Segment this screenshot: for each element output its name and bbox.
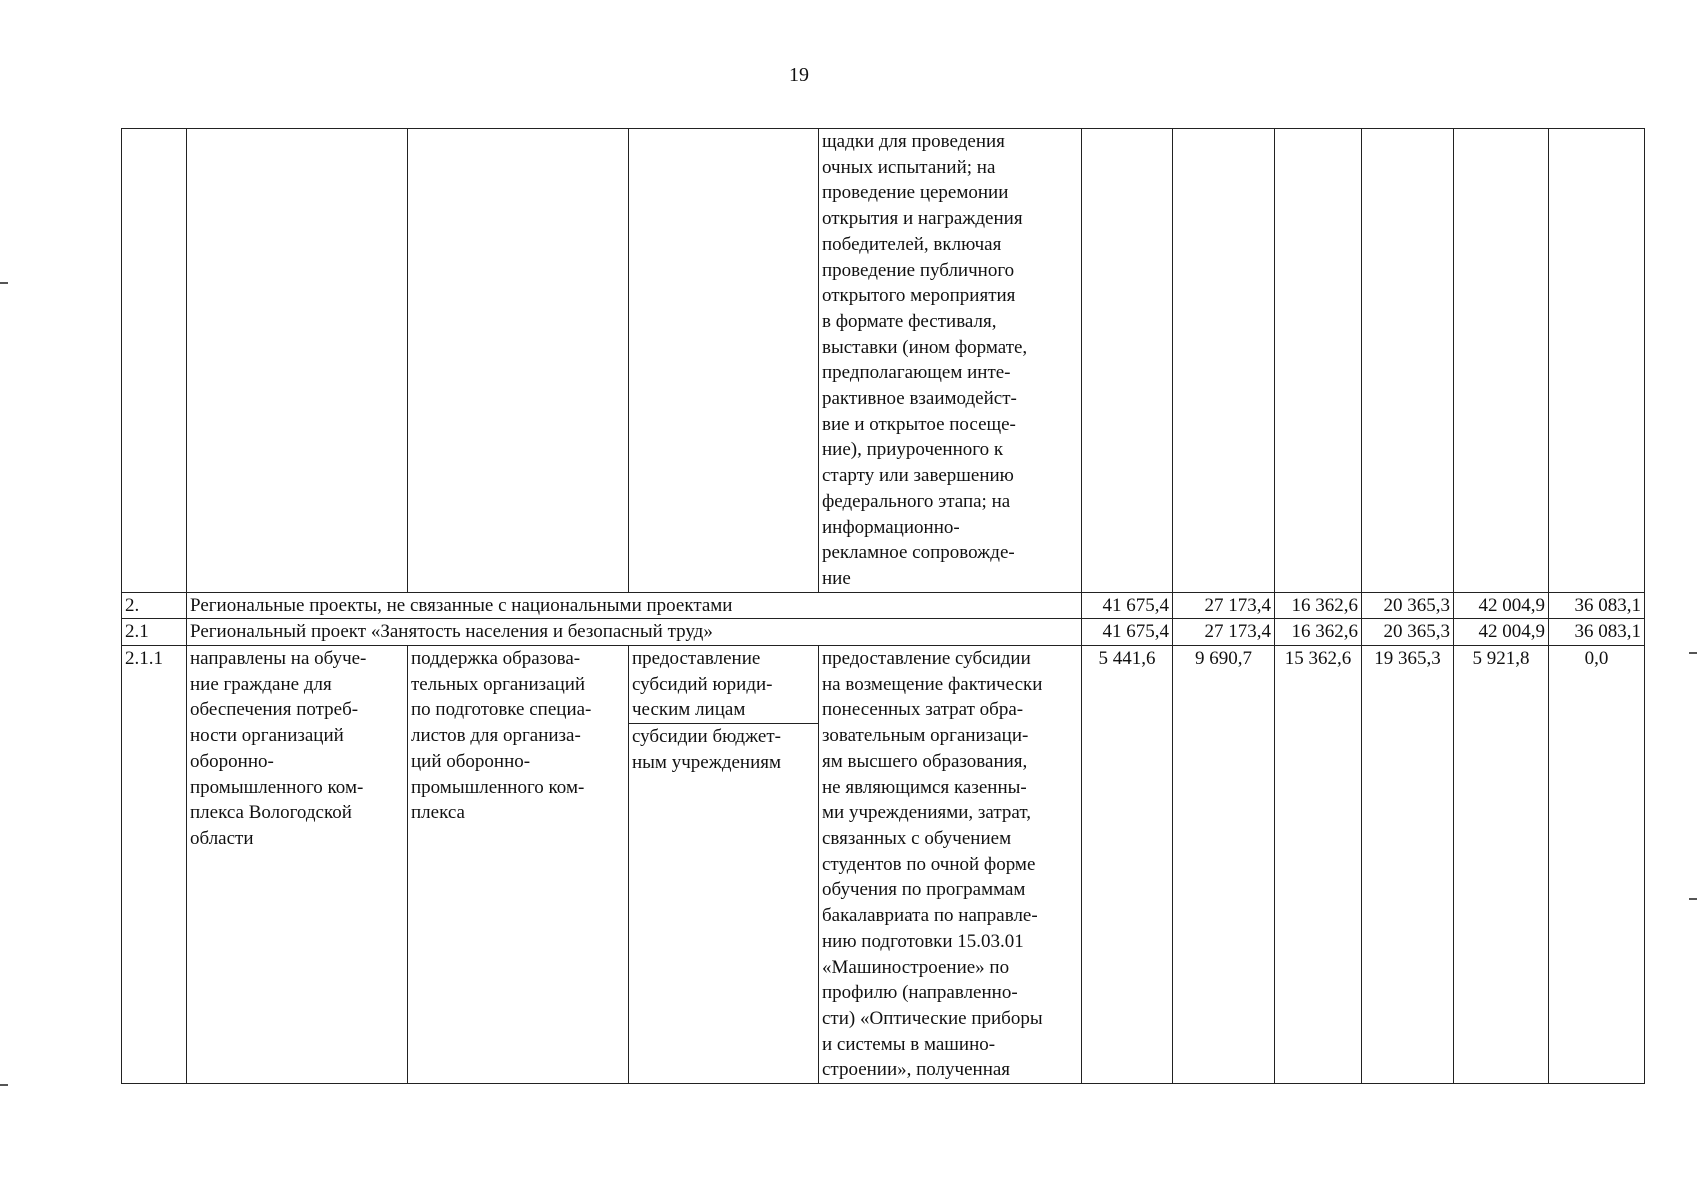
page-number: 19 [789,64,809,86]
scan-mark [1689,898,1697,900]
value-year-4: 20 365,3 [1362,619,1454,646]
cell-value [1362,129,1454,593]
value-year-2: 9 690,7 [1173,646,1275,1084]
continuation-purpose-text: щадки для проведения очных испытаний; на проведение церемонии открытия и награждения победителей, включая проведение публичного открытого мероприятия в формате фестиваля, выставки (ином формате, предполагающем инте- рактивное взаимодейст- вие и открытое посеще- ние), приуроченного к старту или завершению федерального этапа; на информационно- рекламное сопровожде- ние [822,131,1028,589]
table-row-section-2 [122,592,1645,619]
value-year-4: 19 365,3 [1362,646,1454,1084]
cell-form [629,129,819,593]
cell-purpose [819,129,1082,593]
cell-purpose [819,646,1082,1084]
measure-description: направлены на обуче- ние граждане для обеспечения потреб- ности организаций оборонно- промышленного ком- плекса Вологодской области [190,648,367,849]
cell-value [1082,129,1173,593]
row-number: 2.1.1 [122,646,187,1084]
cell-value [1275,129,1362,593]
value-year-1: 5 441,6 [1082,646,1173,1084]
cell-form [629,646,819,1084]
scan-mark [0,1084,8,1086]
scan-mark [0,282,8,284]
table-row-project-2-1 [122,619,1645,646]
value-year-3: 15 362,6 [1275,646,1362,1084]
value-year-1: 41 675,4 [1082,592,1173,619]
value-year-2: 27 173,4 [1173,592,1275,619]
value-year-6: 36 083,1 [1549,619,1645,646]
value-year-3: 16 362,6 [1275,619,1362,646]
value-year-1: 41 675,4 [1082,619,1173,646]
cell-value [1454,129,1549,593]
row-number: 2. [122,592,187,619]
cell-value [1549,129,1645,593]
project-title: Региональный проект «Занятость населения и безопасный труд» [187,619,1082,646]
value-year-6: 36 083,1 [1549,592,1645,619]
value-year-5: 5 921,8 [1454,646,1549,1084]
value-year-3: 16 362,6 [1275,592,1362,619]
cell-direction [408,129,629,593]
value-year-6: 0,0 [1549,646,1645,1084]
cell-value [1173,129,1275,593]
value-year-5: 42 004,9 [1454,592,1549,619]
form-legal-entities: предоставление субсидий юриди- ческим лицам [632,648,773,721]
section-title: Региональные проекты, не связанные с национальными проектами [187,592,1082,619]
table-row-continuation [122,129,1645,593]
cell-description [187,129,408,593]
form-budget-institutions: субсидии бюджет- ным учреждениям [632,726,782,773]
value-year-5: 42 004,9 [1454,619,1549,646]
scan-mark [1689,652,1697,654]
cell-description [187,646,408,1084]
cell-number [122,129,187,593]
budget-table [121,128,1645,1084]
value-year-4: 20 365,3 [1362,592,1454,619]
cell-direction [408,646,629,1084]
table-row-measure-2-1-1 [122,646,1645,1084]
row-number: 2.1 [122,619,187,646]
measure-direction: поддержка образова- тельных организаций по подготовке специа- листов для организа- ций оборонно- промышленного ком- плекса [411,648,592,824]
value-year-2: 27 173,4 [1173,619,1275,646]
measure-purpose: предоставление субсидии на возмещение фактически понесенных затрат обра- зовательным организаци- ям высшего образования, не являющимся казенны- ми учреждениями, затрат, связанных с обучением студентов по очной форме обучения по программам бакалавриата по направле- нию подготовки 15.03.01 «Машиностроение» по профилю (направленно- сти) «Оптические приборы и системы в машино- строении», полученная [822,648,1043,1081]
